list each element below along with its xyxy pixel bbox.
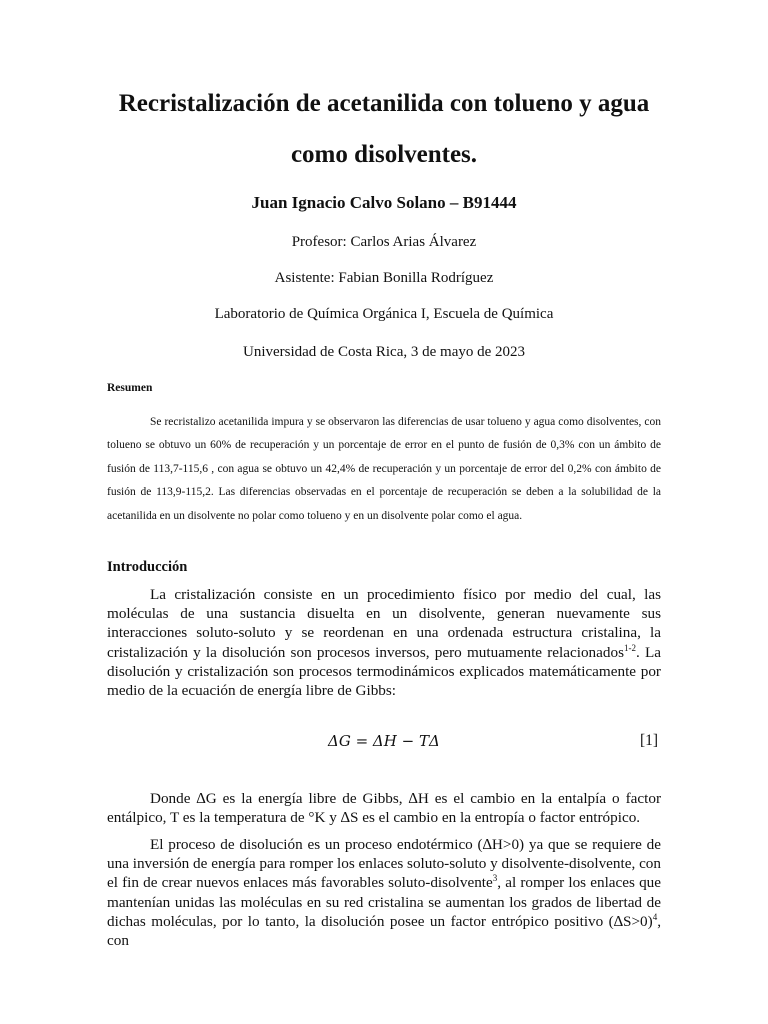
intro-p2-text: Donde ∆G es la energía libre de Gibbs, ∆H es el cambio en la entalpía o factor entálpico, T es la temperatura de °K y ∆S es el cambio en la entropía o factor entrópico. [107, 790, 661, 827]
intro-paragraph-1 [107, 585, 661, 700]
affiliation-lab: Laboratorio de Química Orgánica I, Escuela de Química [214, 306, 554, 322]
abstract-heading: Resumen [107, 382, 153, 394]
introduction-heading: Introducción [107, 559, 188, 575]
intro-p3-text-a: El proceso de disolución es un proceso endotérmico (∆H>0) ya que se requiere de una inversión de energía para romper los enlaces soluto-soluto y disolvente-disolvente, con el fin de crear nuevos enlaces más favorables soluto-disolvente [107, 836, 661, 892]
title-line-2: como disolventes. [290, 141, 478, 168]
author: Juan Ignacio Calvo Solano – B91444 [251, 193, 517, 212]
abstract [107, 411, 661, 528]
intro-p1-text-a: La cristalización consiste en un procedimiento físico por medio del cual, las moléculas de una sustancia disuelta en un disolvente, generan nuevamente sus interacciones soluto-soluto y se reordenan en una ordenada estructura cristalina, la cristalización y la disolución son procesos inversos, pero mutuamente relacionados [107, 586, 661, 661]
intro-paragraph-3 [107, 835, 661, 950]
title-line-1: Recristalización de acetanilida con tolueno y agua [118, 90, 650, 117]
intro-p1-text-b: . La disolución y cristalización son procesos termodinámicos explicados matemáticamente por medio de la ecuación de energía libre de Gibbs: [107, 643, 661, 700]
affiliation-university-date: Universidad de Costa Rica, 3 de mayo de 2023 [242, 344, 526, 360]
intro-p3-text-c: , con [107, 912, 661, 950]
citation-1-2: 1-2 [623, 642, 636, 653]
assistant: Asistente: Fabian Bonilla Rodríguez [274, 270, 494, 286]
equation-formula: ΔG = ΔH − TΔ [328, 732, 440, 750]
abstract-paragraph: Se recristalizo acetanilida impura y se observaron las diferencias de usar tolueno y agua como disolventes, con tolueno se obtuvo un 60% de recuperación y un porcentaje de error en el punto de fusión de 0,3% con un ámbito de fusión de 113,7-115,6 , con agua se obtuvo un 42,4% de recuperación y un porcentaje de error del 0,2% con ámbito de fusión de 113,9-115,2. Las diferencias observadas en el porcentaje de recuperación se deben a la solubilidad de la acetanilida en un disolvente no polar como tolueno y en un disolvente polar como el agua. [107, 416, 661, 522]
equation-number: [1] [640, 732, 659, 749]
intro-paragraph-2 [107, 789, 661, 827]
intro-p3-text-b: , al romper los enlaces que mantenían unidas las moléculas en su red cristalina se aumentan los grados de libertad de dichas moléculas, por lo tanto, la disolución posee un factor entrópico positivo (∆S>0) [107, 874, 661, 930]
professor: Profesor: Carlos Arias Álvarez [291, 234, 477, 250]
citation-4: 4 [652, 911, 658, 922]
citation-3: 3 [492, 873, 498, 884]
